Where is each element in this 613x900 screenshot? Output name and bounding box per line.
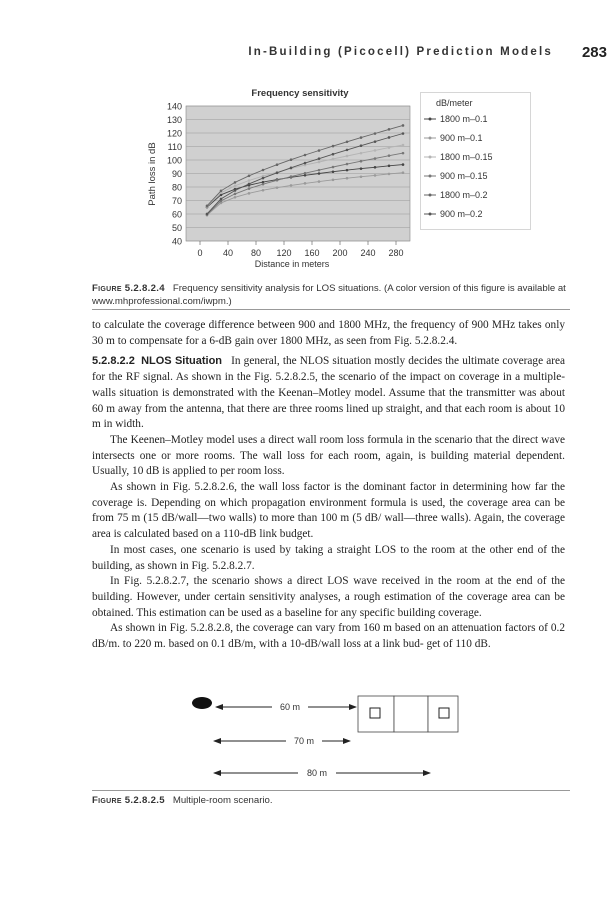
- data-point: [234, 193, 237, 196]
- data-point: [290, 184, 293, 187]
- legend-label: 1800 m–0.1: [440, 114, 488, 125]
- y-tick-label: 130: [166, 114, 182, 125]
- x-axis-label: Distance in meters: [254, 259, 330, 269]
- x-tick-label: 160: [304, 248, 320, 258]
- data-point: [276, 186, 279, 189]
- data-point: [402, 144, 405, 147]
- data-point: [360, 144, 363, 147]
- data-point: [262, 177, 265, 180]
- data-point: [388, 173, 391, 176]
- x-tick-labels: [197, 248, 403, 258]
- data-point: [332, 158, 335, 161]
- x-tick-label: 0: [197, 248, 203, 258]
- data-point: [304, 162, 307, 165]
- data-point: [388, 154, 391, 157]
- data-point: [276, 179, 279, 182]
- data-point: [290, 167, 293, 170]
- y-tick-label: 140: [166, 101, 182, 112]
- figure-caption-2: [92, 794, 570, 807]
- data-point: [346, 163, 349, 166]
- figure-label: Figure 5.2.8.2.4: [92, 283, 165, 294]
- x-tick-label: 40: [222, 248, 234, 258]
- data-point: [262, 189, 265, 192]
- data-point: [402, 152, 405, 155]
- data-point: [248, 179, 251, 182]
- legend-marker: [429, 118, 432, 121]
- data-point: [234, 196, 237, 199]
- y-tick-label: 120: [166, 128, 182, 139]
- y-tick-label: 100: [166, 155, 182, 166]
- y-tick-label: 50: [171, 222, 182, 233]
- legend-marker: [429, 194, 432, 197]
- data-point: [248, 174, 251, 177]
- data-point: [360, 167, 363, 170]
- legend-label: 1800 m–0.2: [440, 190, 488, 201]
- x-tick-label: 120: [276, 248, 292, 258]
- data-point: [346, 140, 349, 143]
- legend-marker: [429, 156, 432, 159]
- chart-legend: [420, 92, 540, 232]
- data-point: [304, 182, 307, 185]
- data-point: [402, 163, 405, 166]
- data-point: [374, 166, 377, 169]
- distance-label-80m: 80 m: [306, 768, 328, 778]
- room-2: [394, 696, 428, 732]
- data-point: [374, 174, 377, 177]
- data-point: [318, 180, 321, 183]
- y-tick-label: 80: [171, 182, 182, 193]
- data-point: [332, 170, 335, 173]
- data-point: [402, 124, 405, 127]
- data-point: [262, 169, 265, 172]
- y-tick-label: 60: [171, 209, 182, 220]
- data-point: [276, 172, 279, 175]
- data-point: [346, 177, 349, 180]
- legend-title: dB/meter: [436, 98, 473, 108]
- data-point: [290, 158, 293, 161]
- section-title: NLOS Situation: [141, 355, 223, 368]
- data-point: [346, 149, 349, 152]
- data-point: [374, 157, 377, 160]
- data-point: [318, 172, 321, 175]
- frequency-sensitivity-chart: [130, 82, 430, 272]
- running-header: [0, 44, 613, 64]
- data-point: [360, 136, 363, 139]
- caption-divider: [92, 309, 570, 310]
- x-tick-label: 80: [250, 248, 262, 258]
- distance-label-60m: 60 m: [279, 702, 301, 712]
- data-point: [332, 179, 335, 182]
- transmitter-icon: [192, 697, 212, 709]
- data-point: [220, 189, 223, 192]
- data-point: [318, 161, 321, 164]
- body-text: [92, 318, 565, 653]
- y-tick-label: 90: [171, 168, 182, 179]
- paragraph: In Fig. 5.2.8.2.7, the scenario shows a direct LOS wave received in the room at the end of the building. However, under certain sensitivity analyses, a rough estimation of the coverage area can be obtained. This estimation can be used as a baseline for any specific building coverage.: [92, 575, 565, 619]
- y-tick-label: 40: [171, 236, 182, 247]
- paragraph: As shown in Fig. 5.2.8.2.6, the wall loss factor is the dominant factor in determining how far the coverage is. Depending on which propagation environment formula is used, the coverage area can be from 75 m (15 dB/wall—two walls) to more than 100 m (5 dB/ wall—three walls). Again, the coverage area is calculated based on a 110-dB link budget.: [92, 481, 565, 541]
- paragraph: to calculate the coverage difference between 900 and 1800 MHz, the frequency of 900 MHz takes only 30 m to compensate for a 6-dB gain over 1800 MHz, as seen from Fig. 5.2.8.2.4.: [92, 319, 565, 347]
- data-point: [388, 146, 391, 149]
- figure-caption-1: [92, 282, 570, 308]
- data-point: [346, 169, 349, 172]
- y-tick-label: 110: [167, 141, 182, 152]
- data-point: [220, 198, 223, 201]
- distance-label-70m: 70 m: [293, 736, 315, 746]
- data-point: [402, 132, 405, 135]
- legend-label: 900 m–0.1: [440, 133, 483, 144]
- data-point: [318, 169, 321, 172]
- legend-marker: [429, 213, 432, 216]
- multiple-room-diagram: [190, 690, 480, 785]
- figure-caption-text: Multiple-room scenario.: [172, 795, 273, 806]
- y-tick-labels: [167, 101, 182, 246]
- data-point: [388, 136, 391, 139]
- data-point: [318, 149, 321, 152]
- data-point: [304, 172, 307, 175]
- data-point: [248, 183, 251, 186]
- data-point: [360, 160, 363, 163]
- receiver-box-2: [439, 708, 449, 718]
- receiver-box-1: [370, 708, 380, 718]
- chart-title: Frequency sensitivity: [251, 88, 349, 99]
- data-point: [248, 192, 251, 195]
- paragraph: As shown in Fig. 5.2.8.2.8, the coverage can vary from 160 m based on an attenuation factors of 0.2 dB/m. to 220 m. based on 0.1 dB/m, with a 10-dB/wall loss at a link bud- get of 110 dB.: [92, 622, 565, 651]
- legend-marker: [429, 175, 432, 178]
- data-point: [346, 155, 349, 158]
- paragraph: In most cases, one scenario is used by taking a straight LOS to the room at the other end of the building, as shown in Fig. 5.2.8.2.7.: [92, 543, 565, 572]
- data-point: [360, 152, 363, 155]
- data-point: [234, 181, 237, 184]
- data-point: [234, 189, 237, 192]
- data-point: [402, 171, 405, 174]
- data-point: [248, 187, 251, 190]
- legend-marker: [429, 137, 432, 140]
- data-point: [374, 149, 377, 152]
- data-point: [206, 213, 209, 216]
- legend-label: 1800 m–0.15: [440, 152, 493, 163]
- data-point: [332, 153, 335, 156]
- data-point: [388, 128, 391, 131]
- x-tick-label: 280: [388, 248, 404, 258]
- running-header-title: In-Building (Picocell) Prediction Models: [248, 46, 553, 58]
- legend-label: 900 m–0.15: [440, 171, 488, 182]
- data-point: [360, 175, 363, 178]
- y-tick-label: 70: [171, 195, 182, 206]
- data-point: [332, 145, 335, 148]
- data-point: [318, 157, 321, 160]
- data-point: [206, 204, 209, 207]
- section-paragraph: [92, 354, 565, 433]
- data-point: [234, 184, 237, 187]
- y-axis-label: Path loss in dB: [147, 142, 158, 206]
- data-point: [332, 166, 335, 169]
- page-number: 283: [581, 44, 607, 61]
- figure-label: Figure 5.2.8.2.5: [92, 795, 165, 806]
- paragraph: The Keenen–Motley model uses a direct wall room loss formula in the scenario that the direct wave intersects one or more rooms. The wall loss for each room, again, is building material dependent. Usually, 10 dB is applied to per room loss.: [92, 433, 565, 478]
- caption-divider: [92, 790, 570, 791]
- figure-caption-text: Frequency sensitivity analysis for LOS situations. (A color version of this figure is available at www.mhprofessional.com/iwpm.): [92, 283, 566, 307]
- data-point: [388, 165, 391, 168]
- data-point: [262, 183, 265, 186]
- data-point: [276, 163, 279, 166]
- section-number: 5.2.8.2.2: [92, 355, 135, 368]
- data-point: [374, 132, 377, 135]
- data-point: [290, 175, 293, 178]
- paragraph-text: In general, the NLOS situation mostly decides the ultimate coverage area for the RF signal. As shown in the Fig. 5.2.8.2.5, the scenario of the impact on coverage in a multiple-walls situation is demonstrated with the Keenan–Motley model. Assume that the transmitter was about 60 m away from the antenna, that there are three rooms lined up straight, and that each room is about 10 m in width.: [92, 355, 566, 431]
- x-tick-label: 200: [332, 248, 348, 258]
- x-tick-label: 240: [360, 248, 376, 258]
- data-point: [304, 154, 307, 157]
- legend-label: 900 m–0.2: [440, 209, 483, 220]
- data-point: [374, 140, 377, 143]
